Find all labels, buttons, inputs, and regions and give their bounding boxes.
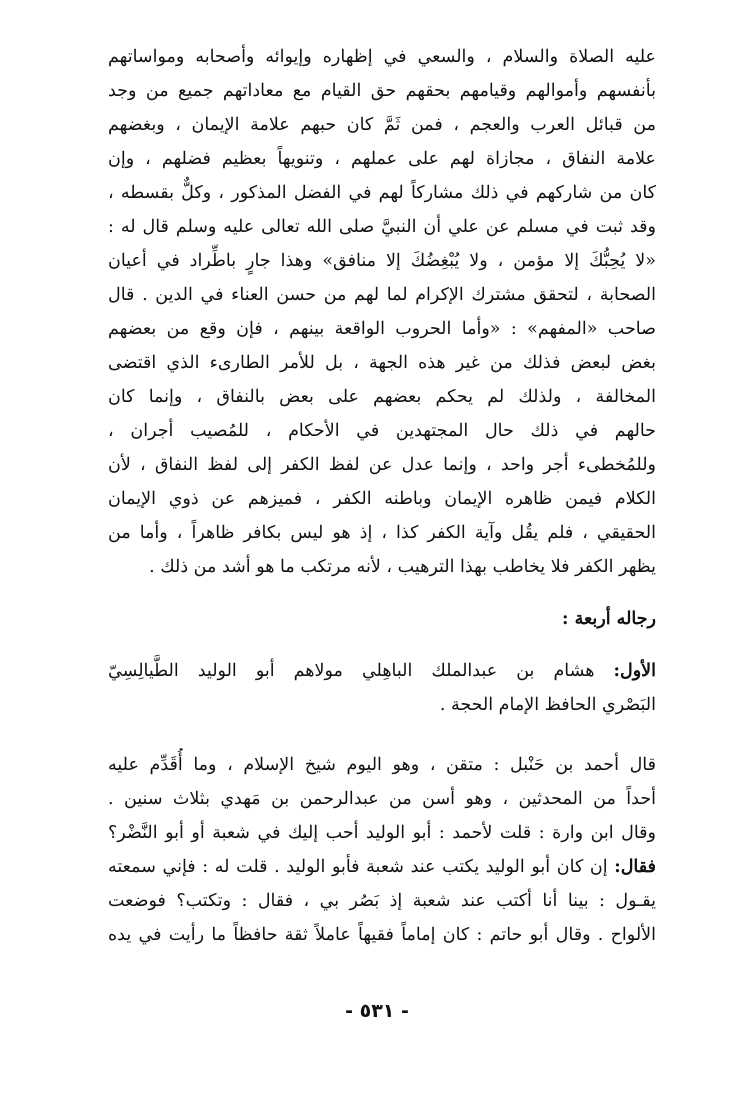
text-line: الحقيقي ، فلم يقُل وآية الكفر كذا ، إذ هو ليس بكافر ظاهراً ، وأما من bbox=[108, 523, 656, 543]
section-heading: رجاله أربعة : bbox=[562, 609, 656, 629]
text-line: علامة النفاق ، مجازاة لهم على عملهم ، وتنويهاً بعظيم فضلهم ، وإن bbox=[108, 149, 656, 169]
text-line: «لا يُحِبُّكَ إلا مؤمن ، ولا يُبْغِضُكَ إلا منافق» وهذا جارٍ باطِّراد في أعيان bbox=[108, 251, 656, 271]
text-line: بغض لبعض فذلك من غير هذه الجهة ، بل للأمر الطارىء الذي اقتضى bbox=[108, 353, 656, 373]
text-line: من قبائل العرب والعجم ، فمن ثَمَّ كان حبهم علامة الإيمان ، وبغضهم bbox=[108, 115, 656, 135]
text-line: البَصْري الحافظ الإمام الحجة . bbox=[439, 695, 656, 715]
faqala-text: إن كان أبو الوليد يكتب عند شعبة فأبو الوليد . قلت له : فإني سمعته bbox=[108, 857, 608, 877]
text-line: وللمُخطىء أجر واحد ، وإنما عدل عن لفظ الكفر إلى لفظ النفاق ، لأن bbox=[108, 455, 656, 475]
paragraph-2 bbox=[108, 748, 656, 952]
text-line: المخالفة ، ولذلك لم يحكم بعضهم على بعض بالنفاق ، وإنما كان bbox=[108, 387, 656, 407]
text-line: كان من شاركهم في ذلك مشاركاً لهم في الفضل المذكور ، وكلٌّ بقسطه ، bbox=[108, 183, 656, 203]
text-line: عليه الصلاة والسلام ، والسعي في إظهاره وإيوائه وأصحابه ومواساتهم bbox=[108, 47, 656, 67]
faqala-label: فقال: bbox=[614, 857, 656, 877]
text-line: الألواح . وقال أبو حاتم : كان إماماً فقيهاً عاملاً ثقة حافظاً ما رأيت في يده bbox=[108, 925, 656, 945]
text-line: يقـول : بينا أنا أكتب عند شعبة إذ بَصُر بي ، فقال : وتكتب؟ فوضعت bbox=[108, 891, 656, 911]
text-line: وقد ثبت في مسلم عن علي أن النبيَّ صلى الله تعالى عليه وسلم قال له : bbox=[108, 217, 656, 237]
text-line: بأنفسهم وأموالهم وقيامهم بحقهم حق القيام مع معاداتهم جميع من وجد bbox=[108, 81, 656, 101]
text-line: حالهم في ذلك حال المجتهدين في الأحكام ، للمُصيب أجران ، bbox=[108, 421, 656, 441]
text-line bbox=[108, 654, 656, 688]
paragraph-1 bbox=[108, 40, 656, 584]
text-line: صاحب «المفهم» : «وأما الحروب الواقعة بينهم ، فإن وقع من بعضهم bbox=[108, 319, 656, 339]
text-line: وقال ابن وارة : قلت لأحمد : أبو الوليد أحب إليك في شعبة أو أبو النَّضْر؟ bbox=[108, 823, 656, 843]
text-line bbox=[108, 850, 656, 884]
narrator-entry bbox=[108, 654, 656, 722]
first-line-text: هشام بن عبدالملك الباهِلي مولاهم أبو الوليد الطَّيالِسِيّ bbox=[108, 661, 595, 681]
page-number: - ٥٣١ - bbox=[345, 1000, 409, 1022]
text-line: الصحابة ، لتحقق مشترك الإكرام لما لهم من حسن العناء في الدين . قال bbox=[108, 285, 656, 305]
text-line: الكلام فيمن ظاهره الإيمان وباطنه الكفر ، فميزهم عن ذوي الإيمان bbox=[108, 489, 656, 509]
text-line: يظهر الكفر فلا يخاطب بهذا الترهيب ، لأنه مرتكب ما هو أشد من ذلك . bbox=[149, 557, 656, 577]
page-body bbox=[108, 40, 656, 952]
text-line: قال أحمد بن حَنْبل : متقن ، وهو اليوم شيخ الإسلام ، وما أُقَدِّم عليه bbox=[108, 755, 656, 775]
first-label: الأول: bbox=[613, 661, 656, 681]
text-line: أحداً من المحدثين ، وهو أسن من عبدالرحمن بن مَهدي بثلاث سنين . bbox=[108, 789, 656, 809]
